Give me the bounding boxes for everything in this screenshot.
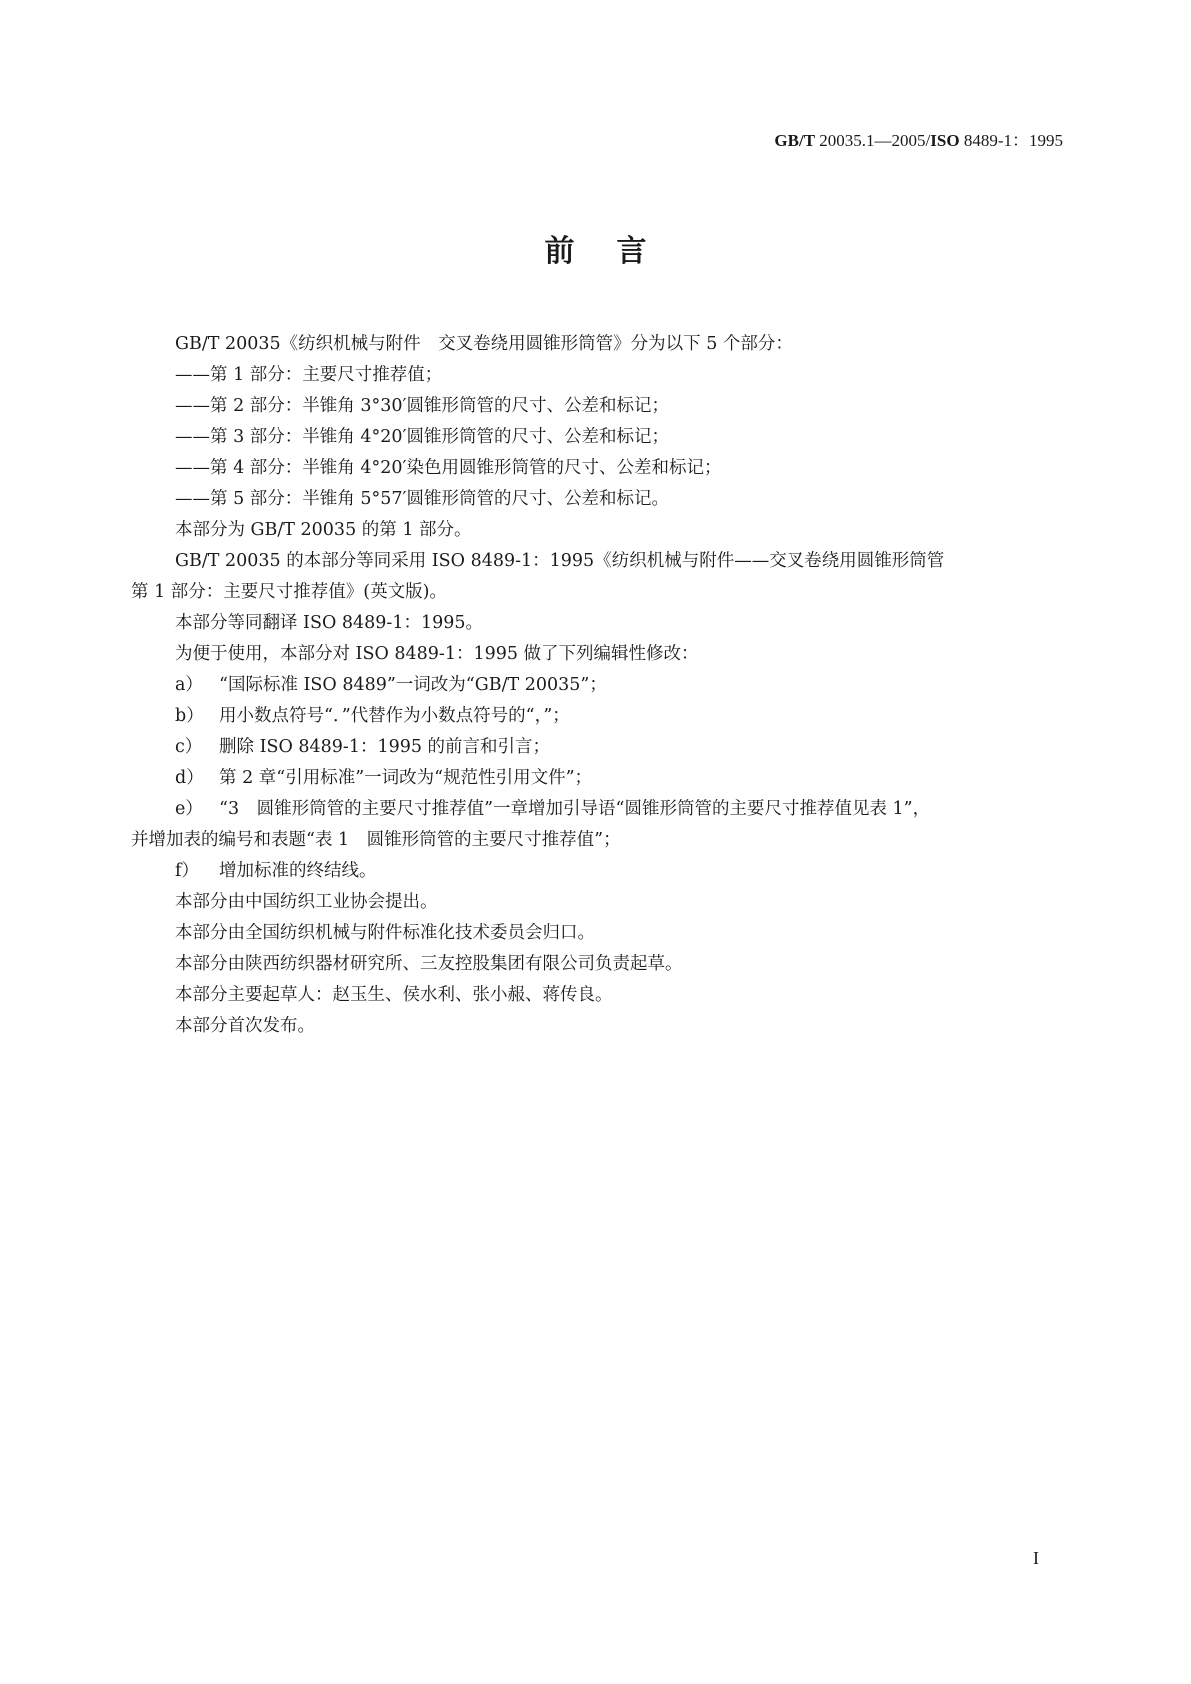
modification-item	[131, 763, 1041, 794]
paragraph-drafting-org: 本部分由陕西纺织器材研究所、三友控股集团有限公司负责起草。	[175, 954, 683, 974]
paragraph-committee: 本部分由全国纺织机械与附件标准化技术委员会归口。	[175, 923, 595, 943]
header-std-number: 20035.1—2005/	[815, 131, 931, 150]
part-list-item: ——第 5 部分：半锥角 5°57′圆锥形筒管的尺寸、公差和标记。	[175, 489, 669, 509]
item-text: 用小数点符号“．”代替作为小数点符号的“，”；	[219, 706, 570, 726]
item-marker: a）	[175, 675, 203, 695]
paragraph-modifications: 为便于使用，本部分对 ISO 8489-1：1995 做了下列编辑性修改：	[175, 644, 699, 664]
header-iso-prefix: ISO	[930, 131, 960, 150]
paragraph-adoption-cont: 第 1 部分：主要尺寸推荐值》(英文版)。	[131, 582, 447, 602]
foreword-body	[131, 329, 1041, 1042]
document-header	[774, 126, 1063, 151]
modification-item-cont: 并增加表的编号和表题“表 1 圆锥形筒管的主要尺寸推荐值”；	[131, 830, 621, 850]
part-list-item: ——第 1 部分：主要尺寸推荐值；	[175, 365, 443, 385]
modification-item	[131, 732, 1041, 763]
item-marker: e）	[175, 799, 203, 819]
item-marker: c）	[175, 737, 203, 757]
modification-item	[131, 794, 1041, 825]
item-marker: f）	[175, 861, 199, 881]
header-iso-number: 8489-1：1995	[959, 131, 1063, 150]
item-text: 删除 ISO 8489-1：1995 的前言和引言；	[219, 737, 551, 757]
modification-item	[131, 670, 1041, 701]
item-marker: d）	[175, 768, 204, 788]
header-std-prefix: GB/T	[774, 131, 816, 150]
paragraph-drafters: 本部分主要起草人：赵玉生、侯水利、张小赧、蒋传良。	[175, 985, 613, 1005]
modification-item	[131, 856, 1041, 887]
paragraph-translation: 本部分等同翻译 ISO 8489-1：1995。	[175, 613, 483, 633]
paragraph-intro: GB/T 20035《纺织机械与附件 交叉卷绕用圆锥形筒管》分为以下 5 个部分：	[175, 334, 793, 354]
paragraph-first-release: 本部分首次发布。	[175, 1016, 315, 1036]
modification-item	[131, 701, 1041, 732]
item-text: 第 2 章“引用标准”一词改为“规范性引用文件”；	[219, 768, 593, 788]
part-list-item: ——第 3 部分：半锥角 4°20′圆锥形筒管的尺寸、公差和标记；	[175, 427, 669, 447]
item-marker: b）	[175, 706, 204, 726]
page-title: 前言	[544, 234, 689, 269]
part-list-item: ——第 2 部分：半锥角 3°30′圆锥形筒管的尺寸、公差和标记；	[175, 396, 669, 416]
page-number: I	[1033, 1548, 1039, 1568]
paragraph-part-note: 本部分为 GB/T 20035 的第 1 部分。	[175, 520, 472, 540]
paragraph-proposer: 本部分由中国纺织工业协会提出。	[175, 892, 438, 912]
part-list-item: ——第 4 部分：半锥角 4°20′染色用圆锥形筒管的尺寸、公差和标记；	[175, 458, 722, 478]
item-text: 增加标准的终结线。	[219, 861, 377, 881]
item-text: “国际标准 ISO 8489”一词改为“GB/T 20035”；	[219, 675, 607, 695]
item-text: “3 圆锥形筒管的主要尺寸推荐值”一章增加引导语“圆锥形筒管的主要尺寸推荐值见表 1”，	[219, 799, 931, 819]
paragraph-adoption: GB/T 20035 的本部分等同采用 ISO 8489-1：1995《纺织机械与附件——交叉卷绕用圆锥形筒管	[175, 551, 945, 571]
